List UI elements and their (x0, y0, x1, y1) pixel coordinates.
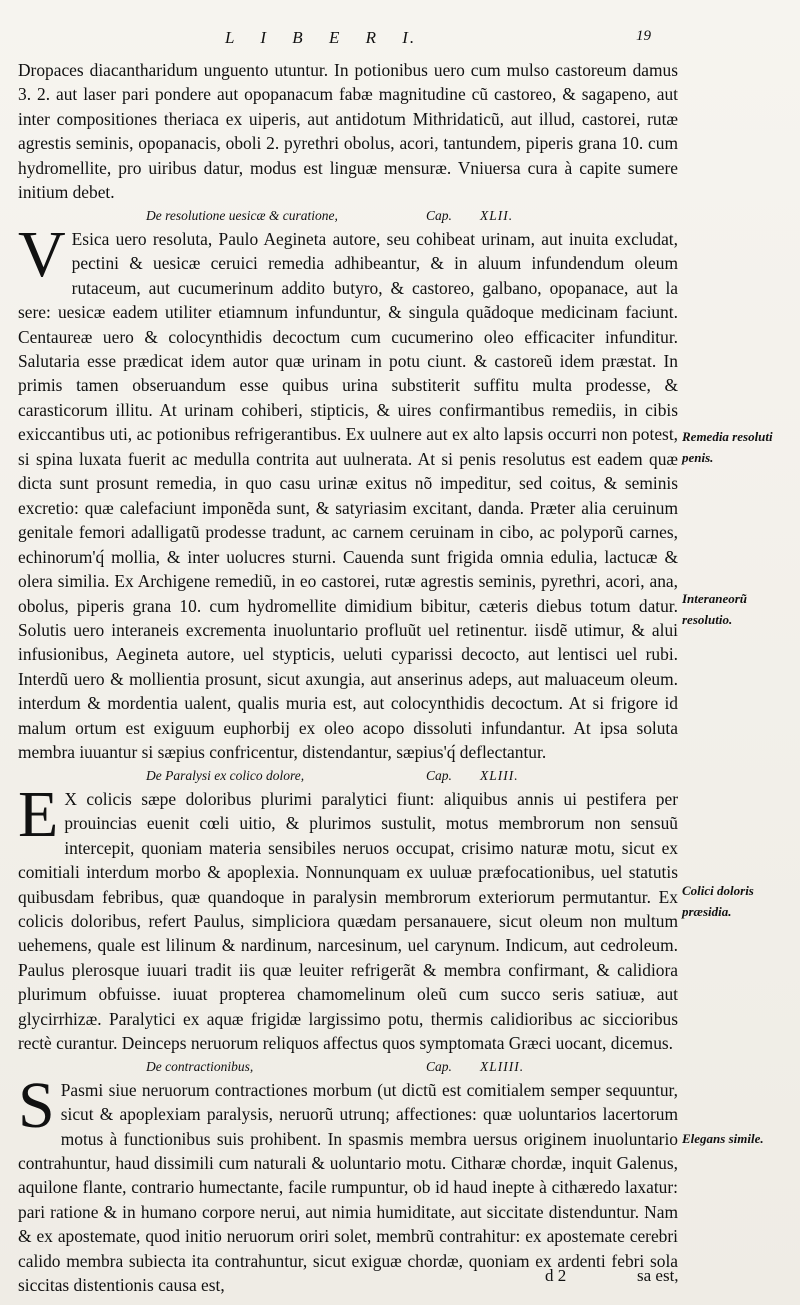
drop-cap-initial: V (18, 217, 66, 291)
chapter-number: XLII. (480, 207, 514, 223)
chapter-title: De Paralysi ex colico dolore, (146, 767, 305, 783)
chapter-number: XLIIII. (480, 1058, 525, 1074)
chapter-body-42 (18, 217, 678, 765)
running-title: L I B E R I. (225, 28, 417, 47)
margin-note-interanea: Interaneorũ resolutio. (682, 591, 748, 627)
drop-cap-initial: E (18, 777, 59, 851)
catchword: sa est, (637, 1266, 679, 1285)
chapter-heading-42 (18, 205, 678, 227)
chapter-heading-44 (18, 1056, 678, 1078)
page-footer (0, 1262, 800, 1292)
chapter-cap-label: Cap. (426, 207, 452, 223)
main-text-column (18, 58, 678, 1298)
margin-note-simile: Elegans simile. (682, 1131, 764, 1146)
chapter-body-43 (18, 777, 678, 1056)
margin-note-penis: Remedia resoluti penis. (682, 429, 773, 465)
chapter-title: De contractionibus, (146, 1058, 254, 1074)
chapter-cap-label: Cap. (426, 1058, 452, 1074)
signature-mark: d 2 (545, 1266, 567, 1285)
chapter-text: Esica uero resoluta, Paulo Aegineta autore, seu cohibeat urinam, aut inuita excludat, pectini & uesicæ ceruici remedia adhibeantur, & in aluum infundendum oleum rutaceum, aut cucumerinum addito butyro, & castoreo, galbano, opopanace, aut la sere: uesicæ eadem utiliter etiamnum infunduntur, & singula quãdoque medicinam faciunt. Centaureæ uero & colocynthidis decoctum cum cucumerino oleo efficaciter infunditur. Salutaria esse prædicat idem autor quæ urinam in potu ciunt. & castoreũ idem præstat. In primis tamen obseruandum esse quibus urina substiterit suffitu multa prodesse, & carasticorum illitu. At urinam cohiberi, stipticis, & uires confirmantibus remediis, in cibis exiccantibus uti, ac potionibus refrigerantibus. Ex uulnere aut ex alto lapsis occurri non potest, si spina luxata fuerit ac medulla contrita aut uulnerata. At si penis resolutus est eadem quæ dicta sunt prosunt remedia, in quo casu urinæ exitus nõ impeditur, sed coitus, & seminis excretio: quæ calefaciunt imponẽda sunt, & satyriasim excitant, danda. Præter alia ceruinum genitale femori adalligatũ prodesse tradunt, ac carnem ceruinam in cibo, ac polyporũ carnes, echinorum'q́ mollia, & inter uolucres sturni. Cauenda sunt frigida omnia edulia, lactucæ & olera similia. Ex Archigene remediũ, in eo castorei, rutæ agrestis seminis, pyrethri, acori, ana, obolus, piperis grana 10. cum hydromellite dimidium bibitur, cæteris diebus totum datur. Solutis uero interaneis excrementa inuoluntario profluũt uel retinentur. iisdẽ utimur, & alui infusionibus, Aegineta autore, uel stypticis, ueluti cyparissi decocto, aut lentisci uel rubi. Interdũ uero & mollientia prosunt, sicut axungia, aut anserinus adeps, aut maluaceum oleum. interdum & mordentia ualent, qualis muria est, aut colocynthidis decoctum. At si frigore id malum ortum est exiguum euphorbij ex oleo acopo dissoluti infundantur. At ipsa soluta membra iuuantur si sæpius confricentur, distendantur, sæpius'q́ deflectantur. (18, 228, 678, 763)
chapter-text: Pasmi siue neruorum contractiones morbum (ut dictũ est comitialem semper sequuntur, sicut & apoplexiam paralysis, neruorũ utrunq; affectiones: quæ uoluntarios lacertorum motus à functionibus suis prohibent. In spasmis membra uersus originem inuoluntario contrahuntur, haud dissimili cum naturali & uoluntario motu. Citharæ chordæ, inquit Galenus, aquilone flante, contrario humectante, facile rumpuntur, ob id haud inepte à cithæredo laxatur: pari ratione & in humano corpore nerui, aut nimia humiditate, aut siccitate distenduntur. Nam & ex apostemate, quod initio neruorum oriri solet, membrũ contrahitur: ex apostemate cerebri calido membra subiecta ita contrahuntur, sicut exiguæ chordæ, quoniam ex ardenti febri sola siccitas distentionis causa est, (18, 1079, 678, 1296)
chapter-text: X colicis sæpe doloribus plurimi paralytici fiunt: aliquibus annis ui pestifera per prouincias euenit cœli uitio, & plurimos sustulit, motus membrorum non sensuũ intercepit, quoniam materia sensibiles neruos occupat, crisimo naturæ motu, sicut ex comitiali interdum morbo & apoplexia. Nonnunquam ex uuluæ præfocationibus, uel statutis quibusdam febribus, quæ quandoque in paralysin membrorum exteriorum permutantur. Ex colicis doloribus, refert Paulus, simpliciora quædam persanauere, sicut oleum non multum uehemens, quale est lilinum & nardinum, narcesinum, uel carynum. Indicum, aut cedroleum. Paulus plerosque iuuari tradit iis quæ leuiter refrigerãt & membra confirmant, & calidiora plurimum obfuisse. iuuat propterea chamomelinum oleũ cum succo seris satiuæ, aut glycirrhizæ. Paralytici ex aquæ frigidæ largissimo potu, thermis calidioribus ac siccioribus rectè curantur. Deinceps neruorum reliquos affectus quos symptomata Græci uocant, dicemus. (18, 788, 678, 1054)
chapter-title: De resolutione uesicæ & curatione, (146, 207, 338, 223)
running-head (0, 22, 800, 46)
margin-note-colic: Colici doloris præsidia. (682, 883, 754, 919)
opening-paragraph: Dropaces diacantharidum unguento utuntur. In potionibus uero cum mulso castoreum damus 3. 2. aut laser pari pondere aut opopanacum fabæ magnitudine cũ castoreo, & sagapeno, aut inter compositiones theriaca ex uiperis, aut antidotum Mithridaticũ, aut illud, castorei, rutæ agrestis seminis, opopanacis, oboli 2. pyrethri obolus, acori, tantundem, piperis grana 10. cum hydromellite, pro uiribus datur, modus est linguæ mensuræ. Vniuersa cura à capite sumere initium debet. (18, 60, 678, 203)
chapter-heading-43 (18, 765, 678, 787)
page-number: 19 (636, 28, 651, 44)
chapter-cap-label: Cap. (426, 767, 452, 783)
drop-cap-initial: S (18, 1068, 55, 1142)
chapter-number: XLIII. (480, 767, 519, 783)
